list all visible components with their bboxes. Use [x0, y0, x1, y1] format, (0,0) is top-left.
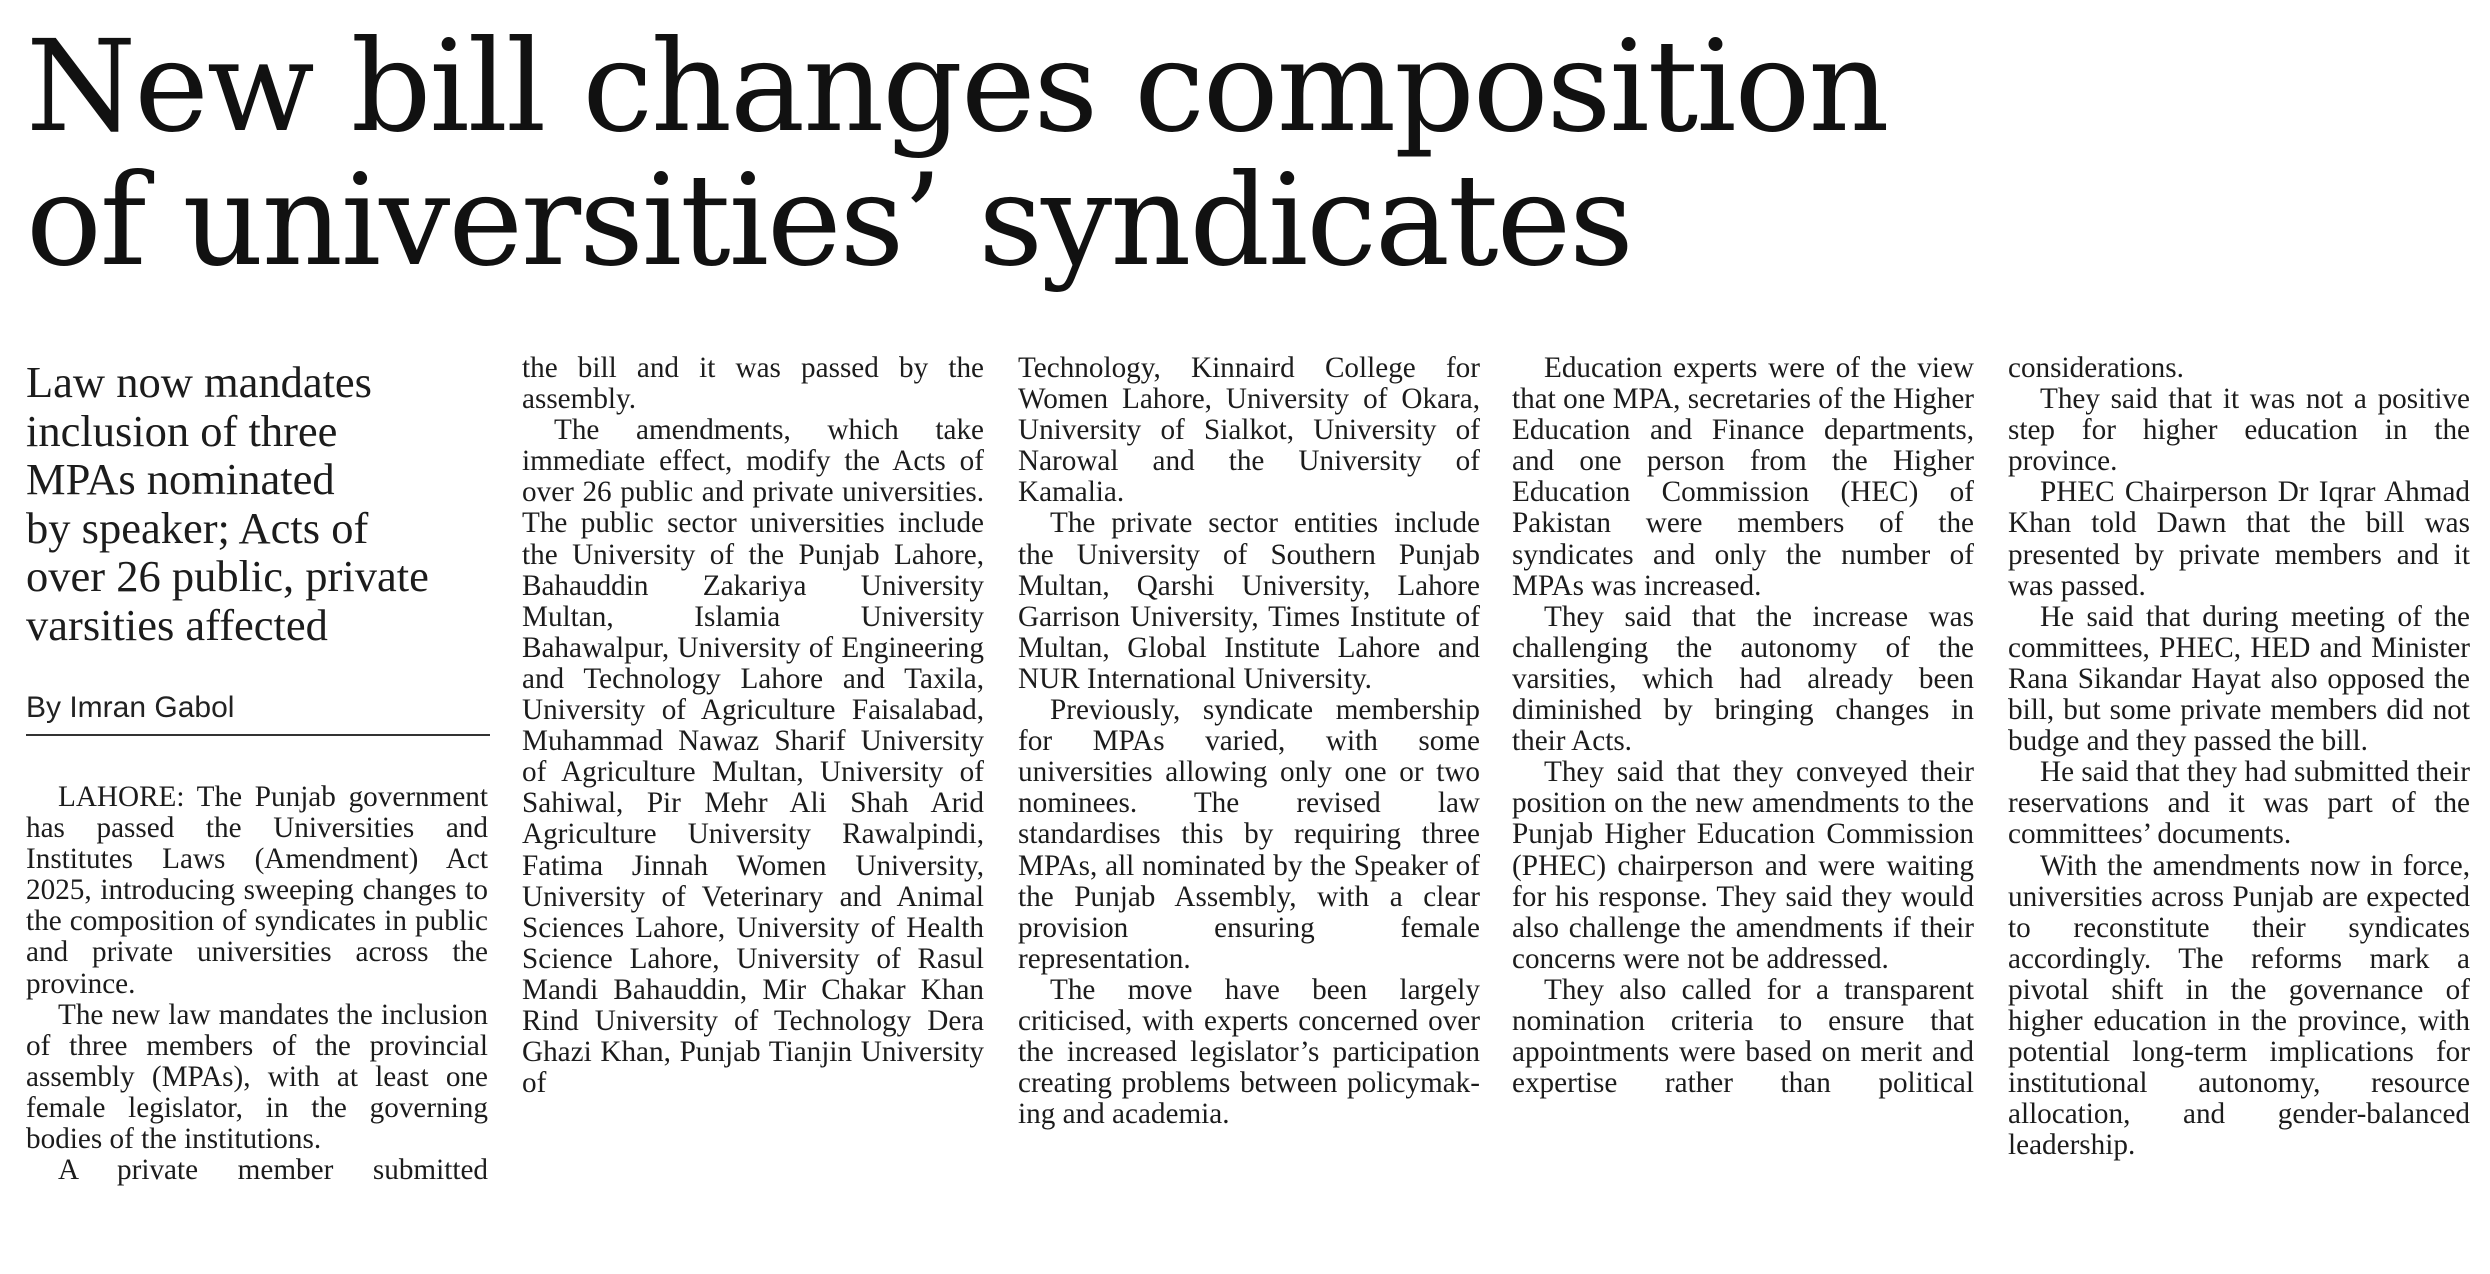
paragraph: A private member submitted [58, 1154, 488, 1187]
paragraph: The amendments, which take immediate effect, modify the Acts of over 26 public and private universities. The public sector universities include the University of the Punjab Lahore, Bahauddin Zakariya University Multan, Islamia University Bahawalpur, University of Engineering and Technology Lahore and Taxila, University of Agriculture Faisalabad, Muhammad Nawaz Sharif University of Agriculture Multan, University of Sahiwal, Pir Mehr Ali Shah Arid Agriculture University Rawalpindi, Fatima Jinnah Women University, University of Veterinary and Animal Sciences Lahore, University of Health Science Lahore, University of Rasul Mandi Bahauddin, Mir Chakar Khan Rind University of Technology Dera Ghazi Khan, Punjab Tianjin University of [522, 414, 984, 1100]
deck-line: over 26 public, private [26, 551, 429, 602]
paragraph: the bill and it was passed by the assembly. [522, 352, 984, 416]
deck-line: inclusion of three [26, 405, 338, 456]
deck-line: Law now mandates [26, 357, 373, 407]
deck-line: varsities affected [26, 599, 328, 650]
paragraph: The new law mandates the inclusion of three members of the provincial assembly (MPAs), with at least one female legislator, in the governing bodies of the institutions. [26, 998, 488, 1156]
paragraph: LAHORE: The Punjab government has passed the Universities and Institutes Laws (Amendment) Act 2025, introducing sweeping changes to the composition of syndicates in public and private universities across the province. [26, 781, 488, 1000]
article-column-2 [522, 353, 984, 1099]
headline [26, 13, 2446, 294]
paragraph: They said that the increase was challenging the autonomy of the varsities, which had already been diminished by bringing changes in their Acts. [1512, 600, 1974, 758]
paragraph: With the amendments now in force, universities across Punjab are expected to reconstitute their syndicates accordingly. The reforms mark a pivotal shift in the governance of higher education in the province, with potential long-term implications for institutional autonomy, resource allocation, and gender-balanced leadership. [2008, 849, 2470, 1162]
byline-divider [26, 734, 490, 736]
deck-line: MPAs nominated [26, 454, 335, 505]
byline: By Imran Gabol [26, 691, 235, 724]
paragraph: considerations. [2008, 352, 2184, 384]
article-column-1 [26, 782, 488, 1186]
paragraph: The move have been largely criticised, with experts concerned over the increased legislator’s participation creating problems between policymaking and academia. [1018, 973, 1480, 1131]
paragraph: They said that they conveyed their position on the new amendments to the Punjab Higher Education Commission (PHEC) chairperson and were waiting for his response. They said they would also challenge the amendments if their concerns were not be addressed. [1512, 756, 1974, 975]
deck-line: by speaker; Acts of [26, 502, 369, 553]
article-column-3 [1018, 353, 1480, 1130]
paragraph: Education experts were of the view that one MPA, secretaries of the Higher Education and Finance departments, and one person from the Higher Education Commission (HEC) of Pakistan were members of the syndicates and only the number of MPAs was increased. [1512, 352, 1974, 602]
deck-subheadline [26, 358, 486, 650]
headline-line-1: New bill changes composition [26, 13, 1888, 160]
paragraph: He said that they had submitted their reservations and it was part of the committees’ documents. [2008, 756, 2470, 851]
article-column-5 [2008, 353, 2470, 1161]
article-column-4 [1512, 353, 1974, 1099]
paragraph: They said that it was not a positive step for higher education in the province. [2008, 383, 2470, 478]
paragraph: They also called for a transparent nomination criteria to ensure that appointments were based on merit and expertise rather than political [1512, 973, 1974, 1100]
paragraph: The private sector entities include the University of Southern Punjab Multan, Qarshi University, Lahore Garrison University, Times Institute of Multan, Global Institute Lahore and NUR International University. [1018, 507, 1480, 695]
headline-line-2: of universities’ syndicates [26, 147, 1632, 294]
paragraph: He said that during meeting of the committees, PHEC, HED and Minister Rana Sikandar Hayat also opposed the bill, but some private members did not budge and they passed the bill. [2008, 600, 2470, 758]
paragraph: Previously, syndicate membership for MPAs varied, with some universities allowing only one or two nominees. The revised law standardises this by requiring three MPAs, all nominated by the Speaker of the Punjab Assembly, with a clear provision ensuring female representation. [1018, 694, 1480, 975]
paragraph: PHEC Chairperson Dr Iqrar Ahmad Khan told Dawn that the bill was presented by private members and it was passed. [2008, 476, 2470, 602]
paragraph: Technology, Kinnaird College for Women Lahore, University of Okara, University of Sialkot, University of Narowal and the University of Kamalia. [1018, 352, 1480, 509]
